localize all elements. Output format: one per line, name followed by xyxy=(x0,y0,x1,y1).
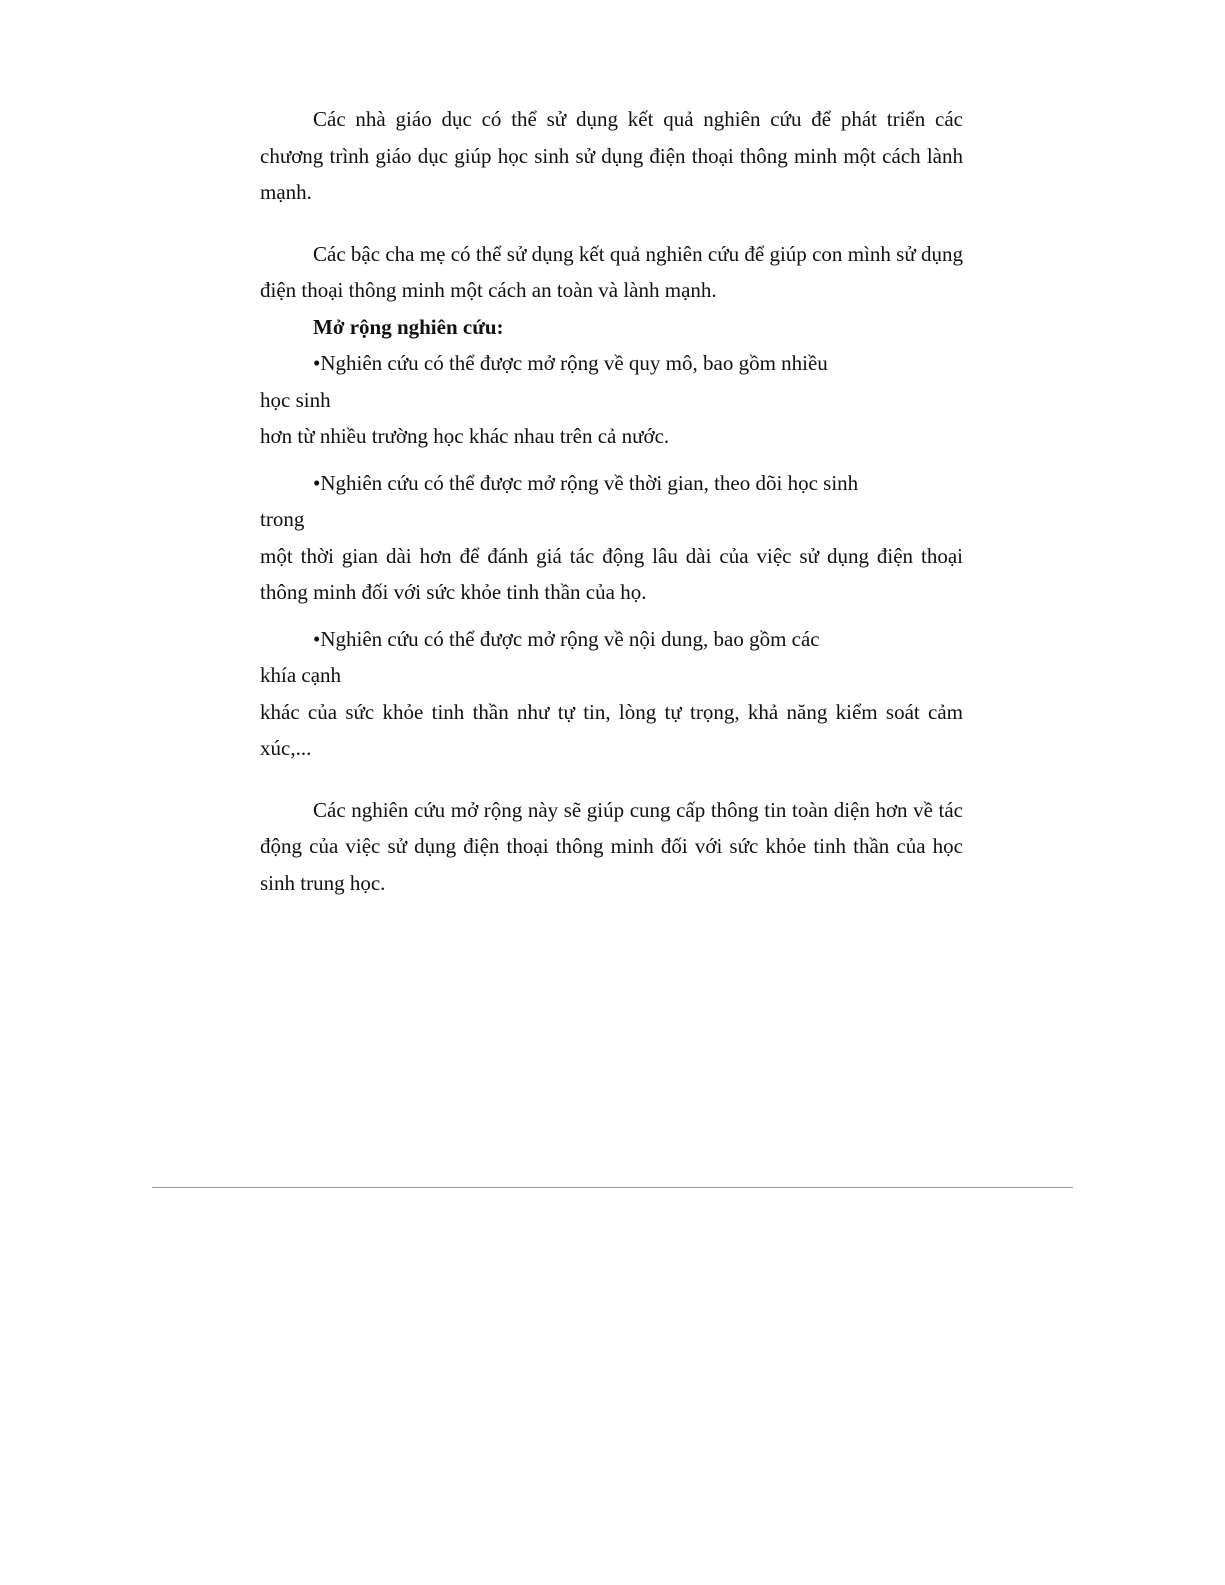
bullet-item-content xyxy=(260,621,963,767)
paragraph-parents: Các bậc cha mẹ có thể sử dụng kết quả nghiên cứu để giúp con mình sử dụng điện thoại thông minh một cách an toàn và lành mạnh. xyxy=(260,241,963,302)
page-bottom-divider xyxy=(152,1187,1073,1188)
section-heading-research-extension: Mở rộng nghiên cứu: xyxy=(313,314,504,339)
bullet-content-line1: •Nghiên cứu có thể được mở rộng về nội dung, bao gồm các khía cạnh xyxy=(260,626,820,687)
paragraph-educators: Các nhà giáo dục có thể sử dụng kết quả nghiên cứu để phát triển các chương trình giáo dục giúp học sinh sử dụng điện thoại thông minh một cách lành mạnh. xyxy=(260,107,963,204)
bullet-item-time xyxy=(260,465,963,611)
bullet-content-continuation: khác của sức khỏe tinh thần như tự tin, lòng tự trọng, khả năng kiểm soát cảm xúc,... xyxy=(260,699,963,760)
bullet-scale-continuation: hơn từ nhiều trường học khác nhau trên cả nước. xyxy=(260,424,670,448)
paragraph-conclusion: Các nghiên cứu mở rộng này sẽ giúp cung cấp thông tin toàn diện hơn về tác động của việc sử dụng điện thoại thông minh đối với sức khỏe tinh thần của học sinh trung học. xyxy=(260,797,963,895)
bullet-scale-line1: •Nghiên cứu có thể được mở rộng về quy mô, bao gồm nhiều học sinh xyxy=(260,351,828,412)
bullet-time-line1: •Nghiên cứu có thể được mở rộng về thời gian, theo dõi học sinh trong xyxy=(260,470,859,531)
bullet-time-continuation: một thời gian dài hơn để đánh giá tác động lâu dài của việc sử dụng điện thoại thông minh đối với sức khỏe tinh thần của họ. xyxy=(260,543,963,604)
document-body xyxy=(260,101,963,901)
bullet-item-scale xyxy=(260,345,963,455)
